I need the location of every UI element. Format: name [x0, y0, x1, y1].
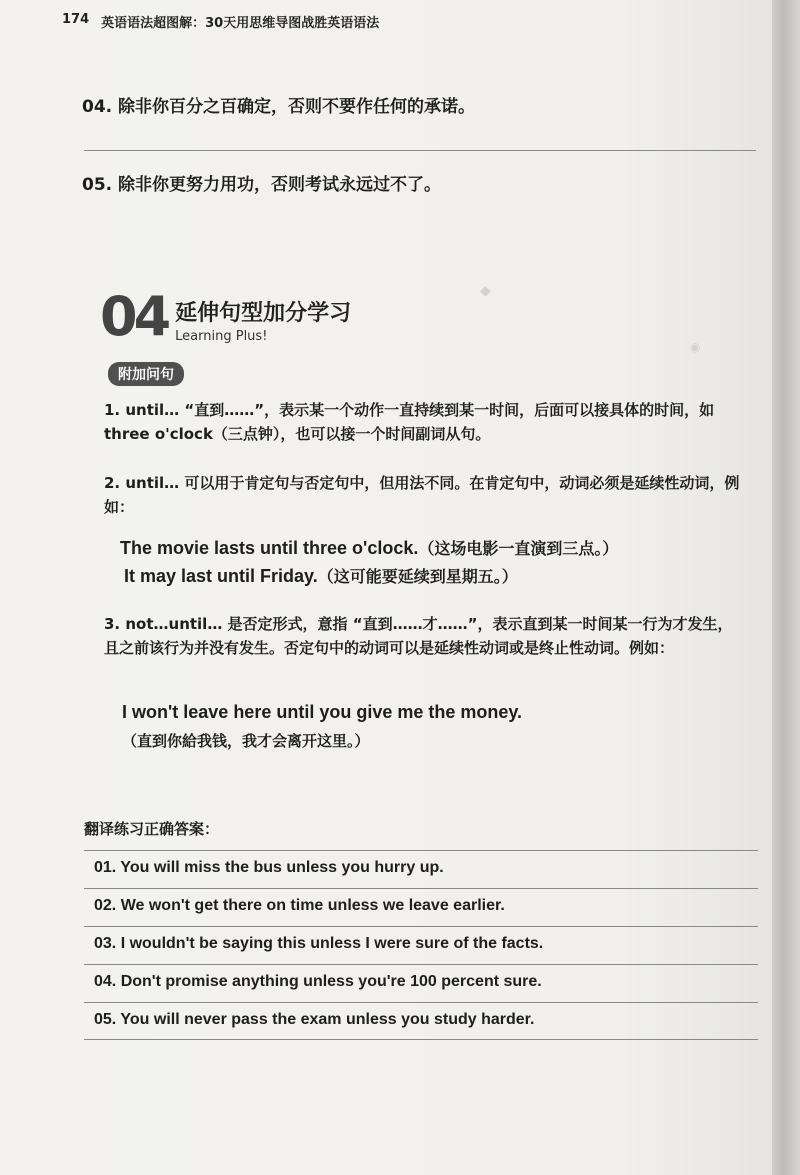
answer-item: 05. You will never pass the exam unless you study harder. — [84, 1002, 758, 1040]
divider — [84, 150, 756, 151]
page-number: 174 — [62, 12, 90, 27]
example-2 — [124, 564, 518, 587]
example-1-cn: （这场电影一直演到三点。） — [418, 539, 619, 558]
example-2-en: It may last until Friday. — [124, 566, 318, 586]
answer-item: 01. You will miss the bus unless you hurry up. — [84, 850, 758, 888]
section-subtitle: Learning Plus! — [175, 329, 268, 344]
answer-list — [84, 850, 758, 1040]
point-2: 2. until… 可以用于肯定句与否定句中，但用法不同。在肯定句中，动词必须是延续性动词，例如： — [104, 474, 740, 516]
answer-item: 04. Don't promise anything unless you're 100 percent sure. — [84, 964, 758, 1002]
example-3-cn: （直到你給我钱，我才会离开这里。） — [122, 732, 370, 750]
practice-item-05: 05. 除非你更努力用功，否则考试永远过不了。 — [82, 175, 442, 195]
book-page: 174 英语语法超图解：30天用思维导图战胜英语语法 04. 除非你百分之百确定，否则不要作任何的承诺。 05. 除非你更努力用功，否则考试永远过不了。 ◆ ◉ 04 延伸句型加分学习 Learning Plus! 附加问句 1. until… “直到……”，表示某一个动作一直持续到某一时间，后面可以接具体的时间，如 three o'clock（三点钟），也可以接一个时间副词从句。 2. until… 可以用于肯定句与否定句中，但用法不同。在肯定句中，动词必须是延续性动词，例如： The movie lasts until three o'clock.（这场电影一直演到三点。） It may last until Friday.（这可能要延续到星期五。） 3. not…until… 是否定形式，意指 “直到……才……”，表示直到某一时间某一行为才发生，且之前该行为并没有发生。否定句中的动词可以是延续性动词或是终止性动词。例如： I won't leave here until you give me the money. （直到你給我钱，我才会离开这里。） 翻译练习正确答案： 01. You will miss the bus unless you hurry up. 02. We won't get there on time unless we leave earlier. 03. I wouldn't be saying this unless I were sure of the facts. 04. Don't promise anything unless you're 100 percent sure. 05. You will never pass the exam unless you study harder. — [0, 0, 772, 1175]
answers-title: 翻译练习正确答案： — [84, 820, 220, 838]
example-2-cn: （这可能要延续到星期五。） — [317, 567, 518, 586]
book-spine-shadow — [772, 0, 800, 1175]
point-1: 1. until… “直到……”，表示某一个动作一直持续到某一时间，后面可以接具体的时间，如 three o'clock（三点钟），也可以接一个时间副词从句。 — [104, 401, 715, 443]
example-1 — [120, 536, 618, 559]
practice-item-04: 04. 除非你百分之百确定，否则不要作任何的承诺。 — [82, 97, 476, 117]
answer-item: 03. I wouldn't be saying this unless I were sure of the facts. — [84, 926, 758, 964]
example-3-en: I won't leave here until you give me the money. — [122, 702, 523, 722]
book-title: 英语语法超图解：30天用思维导图战胜英语语法 — [101, 16, 380, 31]
answer-item: 02. We won't get there on time unless we leave earlier. — [84, 888, 758, 926]
section-number: 04 — [100, 285, 168, 348]
section-heading — [100, 285, 352, 348]
point-3: 3. not…until… 是否定形式，意指 “直到……才……”，表示直到某一时间某一行为才发生，且之前该行为并没有发生。否定句中的动词可以是延续性动词或是终止性动词。例如： — [104, 615, 733, 657]
example-1-en: The movie lasts until three o'clock. — [120, 538, 419, 558]
page-header — [62, 12, 379, 31]
topic-tag: 附加问句 — [108, 362, 184, 386]
section-title: 延伸句型加分学习 — [175, 301, 352, 326]
